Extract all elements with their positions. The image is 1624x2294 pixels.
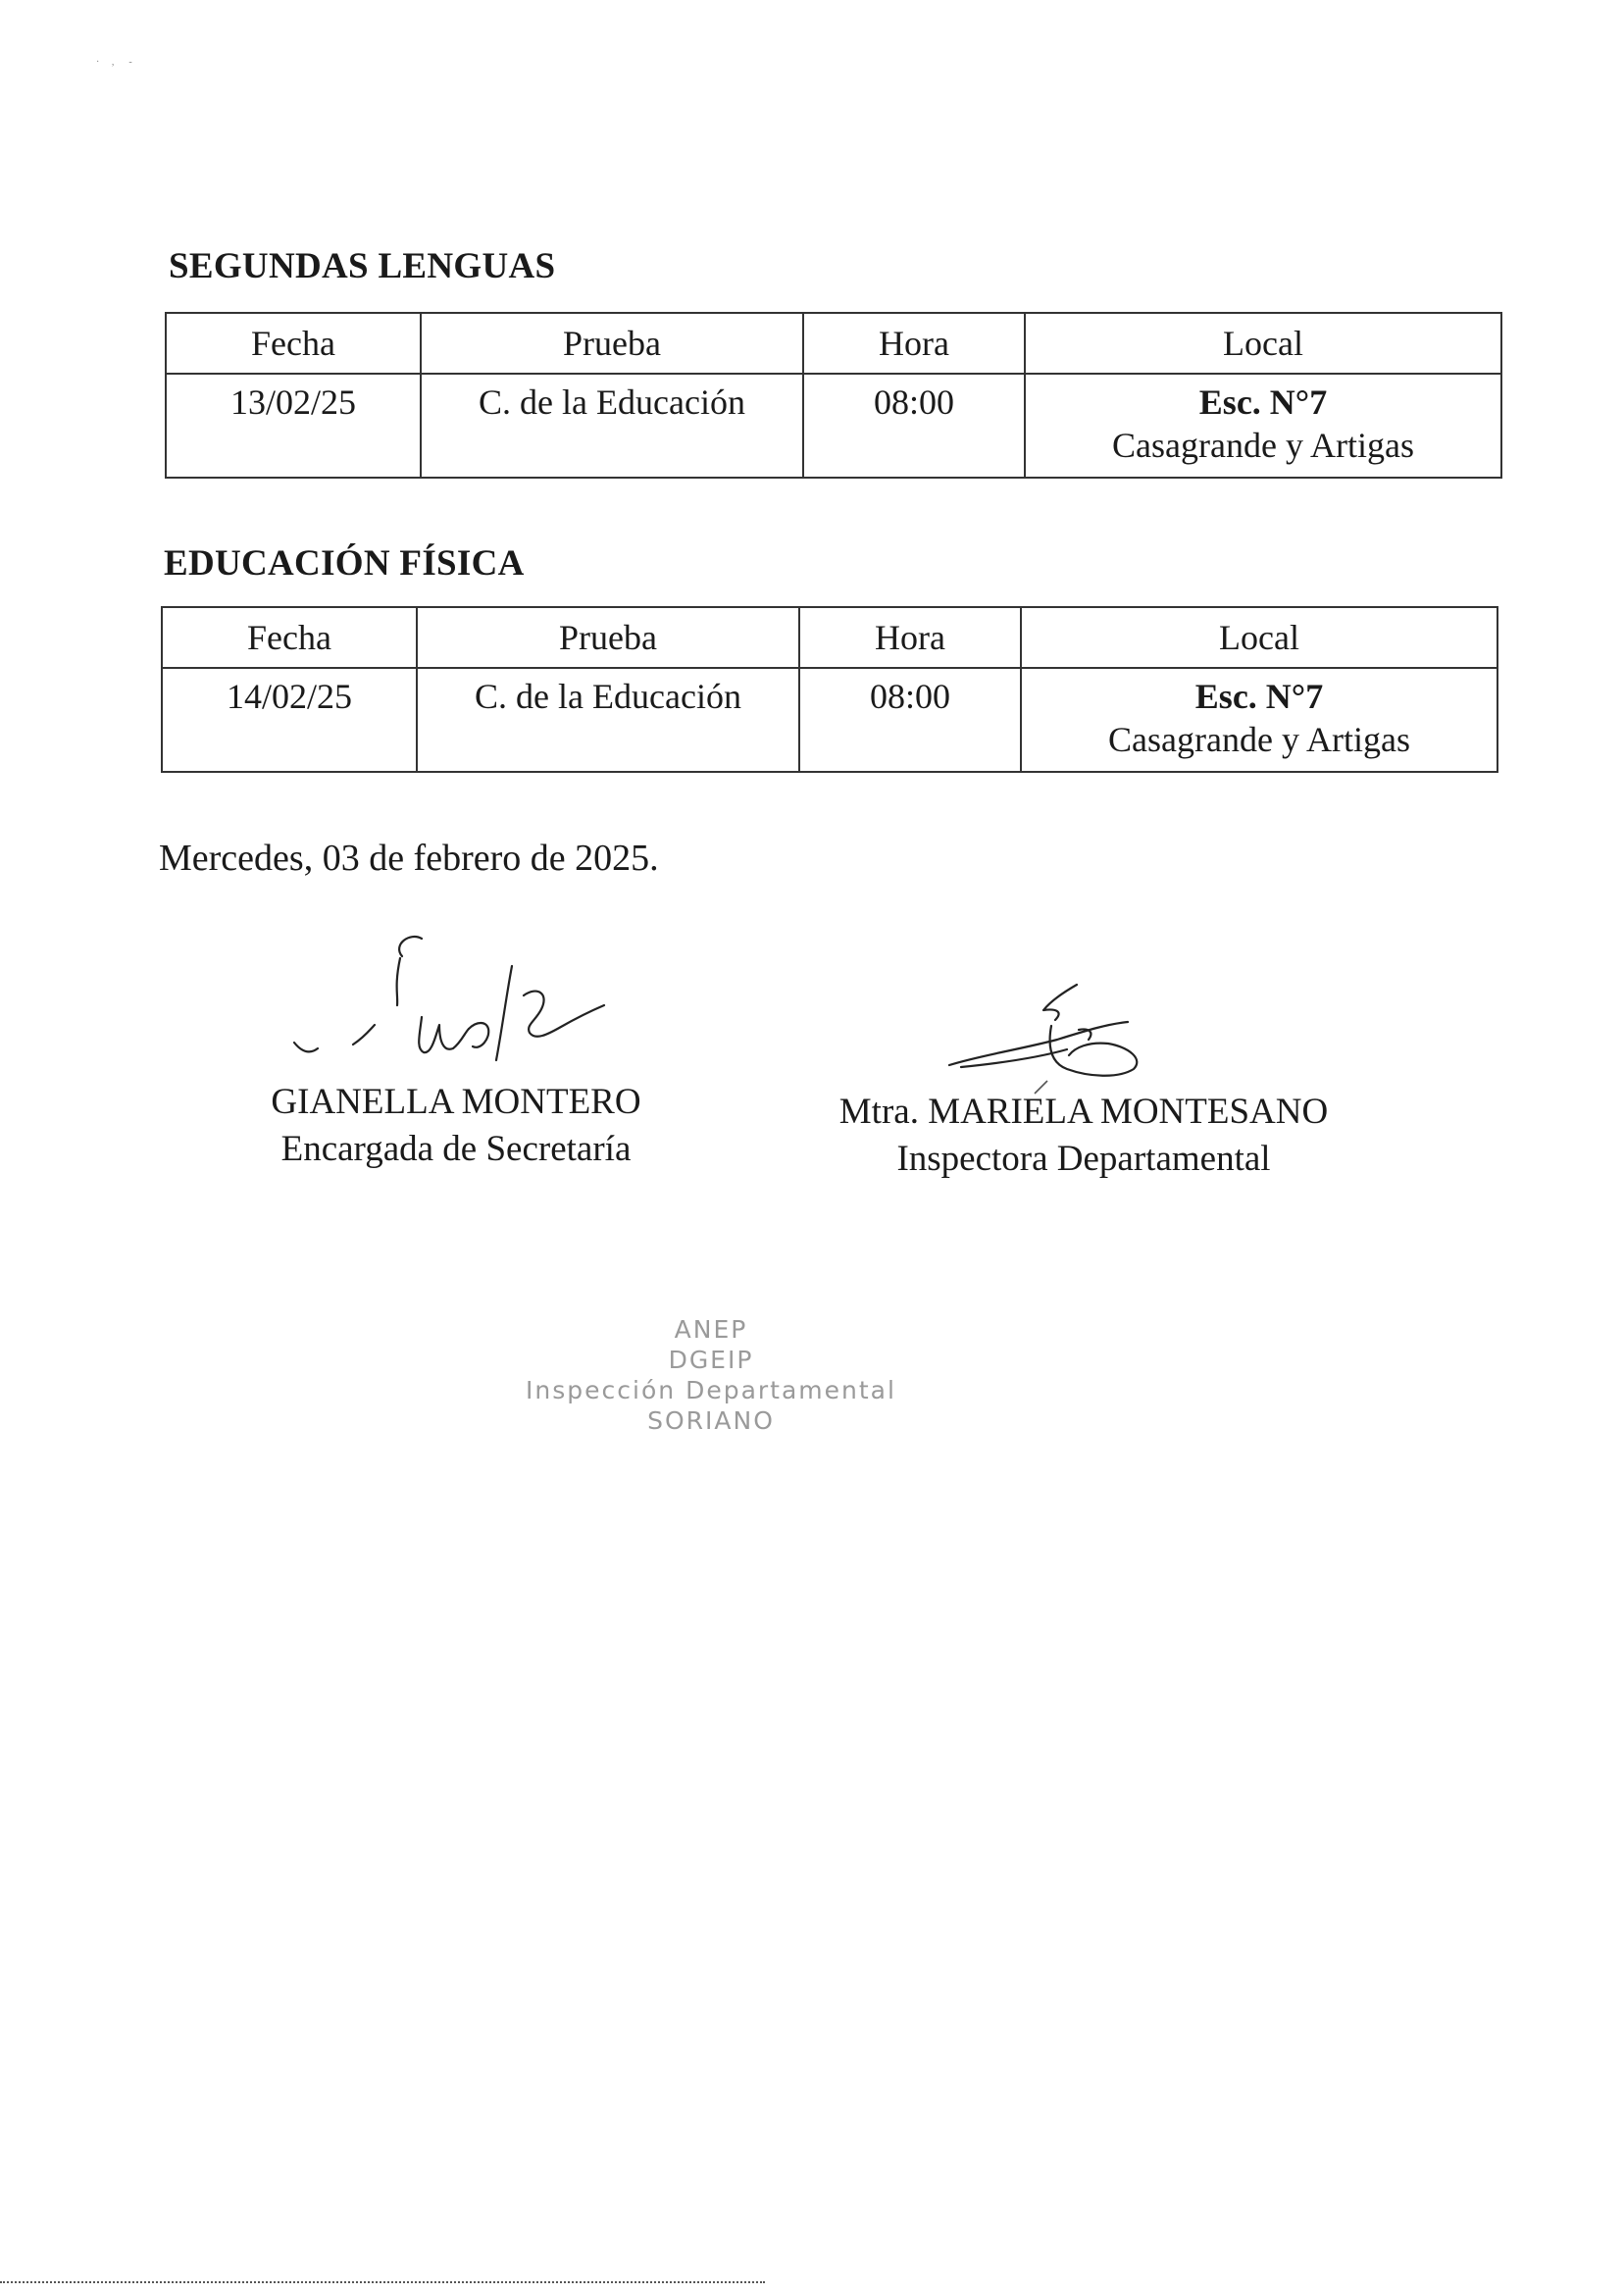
section-title-educacion-fisica: EDUCACIÓN FÍSICA: [164, 543, 525, 584]
table-header-row: [166, 313, 1501, 374]
cell-local: [1021, 668, 1497, 772]
cell-prueba: C. de la Educación: [421, 374, 803, 478]
signatory-montesano: [824, 1089, 1344, 1183]
cell-fecha: 14/02/25: [162, 668, 417, 772]
column-header-prueba: Prueba: [417, 607, 799, 668]
column-header-local: Local: [1021, 607, 1497, 668]
column-header-local: Local: [1025, 313, 1501, 374]
signatory-name: GIANELLA MONTERO: [271, 1082, 641, 1122]
scan-edge-line: [0, 2281, 765, 2283]
column-header-hora: Hora: [803, 313, 1025, 374]
place-date-line: Mercedes, 03 de febrero de 2025.: [159, 838, 659, 879]
signature-montero: [284, 927, 637, 1084]
local-name: Esc. N°7: [1194, 677, 1324, 716]
stamp-line: SORIANO: [647, 1406, 775, 1435]
cell-fecha: 13/02/25: [166, 374, 421, 478]
stamp-line: DGEIP: [668, 1346, 754, 1374]
stamp-line: ANEP: [674, 1315, 748, 1344]
cell-hora: 08:00: [803, 374, 1025, 478]
table-header-row: [162, 607, 1497, 668]
schedule-table-educacion-fisica: [161, 606, 1498, 773]
column-header-prueba: Prueba: [421, 313, 803, 374]
cell-local: [1025, 374, 1501, 478]
column-header-hora: Hora: [799, 607, 1021, 668]
scan-specks: · , ‐: [96, 57, 132, 68]
cell-hora: 08:00: [799, 668, 1021, 772]
schedule-table-segundas-lenguas: [165, 312, 1502, 479]
column-header-fecha: Fecha: [162, 607, 417, 668]
local-name: Esc. N°7: [1198, 382, 1328, 422]
local-address: Casagrande y Artigas: [1112, 426, 1414, 465]
institution-stamp: [525, 1314, 897, 1436]
column-header-fecha: Fecha: [166, 313, 421, 374]
signature-montesano: [941, 971, 1177, 1098]
signatory-role: Inspectora Departamental: [896, 1139, 1271, 1179]
table-row: [166, 374, 1501, 478]
signatory-role: Encargada de Secretaría: [280, 1129, 632, 1169]
local-address: Casagrande y Artigas: [1108, 720, 1410, 759]
table-row: [162, 668, 1497, 772]
signatory-montero: [250, 1079, 662, 1173]
section-title-segundas-lenguas: SEGUNDAS LENGUAS: [169, 246, 556, 286]
stamp-line: Inspección Departamental: [526, 1376, 896, 1404]
signatory-name: Mtra. MARIELA MONTESANO: [838, 1092, 1329, 1132]
cell-prueba: C. de la Educación: [417, 668, 799, 772]
